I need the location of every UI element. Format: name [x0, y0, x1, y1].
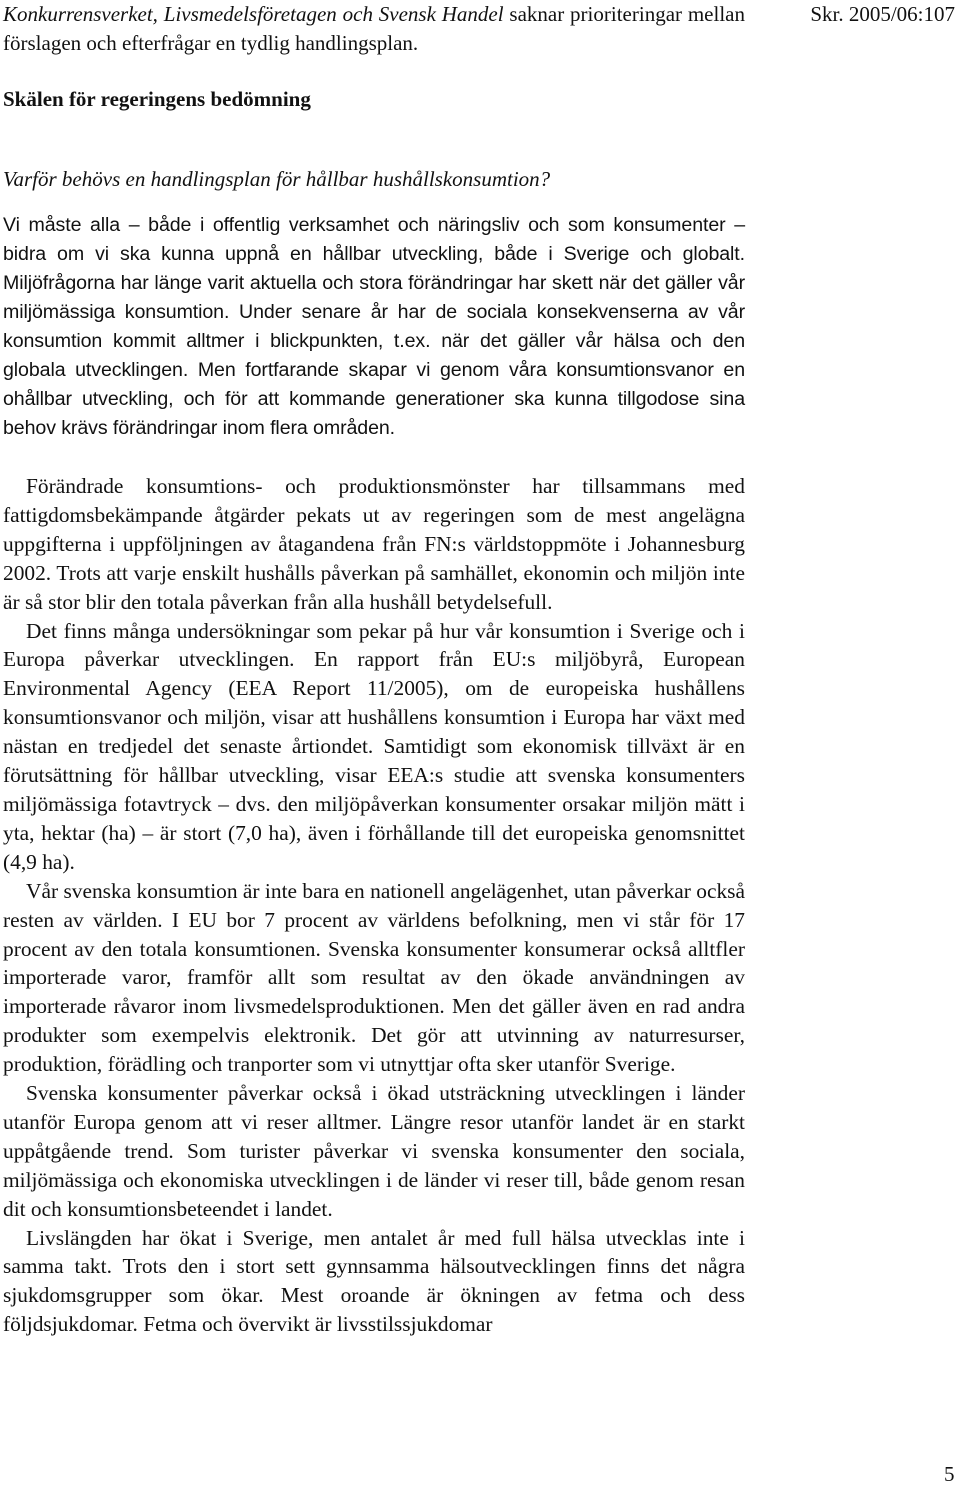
- body-paragraph-5: Svenska konsumenter påverkar också i ökad utsträckning utvecklingen i länder utanför Europa genom att vi reser alltmer. Längre resor utanför landet är en starkt uppåtgående trend. Som turister påverkar vi svenska konsumenter den sociala, miljömässiga och ekonomiska utvecklingen i de länder vi reser till, både genom resan dit och konsumtionsbeteendet i landet.: [3, 1081, 745, 1221]
- body-paragraph-4: Vår svenska konsumtion är inte bara en nationell angelägenhet, utan påverkar också resten av världen. I EU bor 7 procent av världens befolkning, men vi står för 17 procent av den totala konsumtionen. Svenska konsumenter konsumerar också alltfler importerade varor, framför allt som resultat av den ökade användningen av importerade råvaror inom livsmedelsproduktionen. Men det gäller även en rad andra produkter som exempelvis elektronik. Det gör att utvinning av naturresurser, produktion, förädling och tranporter som vi utnyttjar ofta sker utanför Sverige.: [3, 878, 745, 1077]
- intro-text: saknar prioriteringar mellan förslagen och efterfrågar en tydlig handlingsplan.: [3, 2, 745, 55]
- body-paragraph-2: Förändrade konsumtions- och produktionsmönster har tillsammans med fattigdomsbekämpande åtgärder pekats ut av regeringen som de mest angelägna uppgifterna i uppföljningen av åtagandena från FN:s världstoppmöte i Johannesburg 2002. Trots att varje enskilt hushålls påverkan på samhället, ekonomin och miljön inte är så stor blir den totala påverkan från alla hushåll betydelsefull.: [3, 474, 745, 614]
- section-heading: Skälen för regeringens bedömning: [3, 87, 311, 111]
- body-paragraph-6: Livslängden har ökat i Sverige, men antalet år med full hälsa utvecklas inte i samma takt. Trots den i stort sett gynnsamma hälsoutvecklingen finns det några sjukdomsgrupper som ökar. Mest oroande är ökningen av fetma och dess följdsjukdomar. Fetma och övervikt är livsstilssjukdomar: [3, 1225, 745, 1337]
- page-number: 5: [944, 1462, 955, 1486]
- body-text: [3, 472, 745, 1339]
- section-subheading: Varför behövs en handlingsplan för hållbar hushållskonsumtion?: [3, 167, 551, 191]
- intro-organisations: Konkurrensverket, Livsmedelsföretagen och Svensk Handel: [3, 2, 504, 26]
- body-paragraph-3: Det finns många undersökningar som pekar på hur vår konsumtion i Sverige och i Europa påverkar utvecklingen. En rapport från EU:s miljöbyrå, European Environmental Agency (EEA Report 11/2005), om de europeiska hushållens konsumtionsvanor och miljön, visar att hushållens konsumtion i Europa har växt med nästan en tredjedel det senaste årtiondet. Samtidigt som ekonomisk tillväxt är en förutsättning för hållbar utveckling, visar EEA:s studie att svenska konsumenters miljömässiga fotavtryck – dvs. den miljöpåverkan konsumenter orsakar miljön mätt i yta, hektar (ha) – är stort (7,0 ha), även i förhållande till det europeiska genomsnittet (4,9 ha).: [3, 618, 745, 874]
- document-reference: Skr. 2005/06:107: [810, 2, 955, 26]
- intro-paragraph: [3, 0, 745, 58]
- body-paragraph-1: Vi måste alla – både i offentlig verksamhet och näringsliv och som konsumenter – bidra om vi ska kunna uppnå en hållbar utveckling, både i Sverige och globalt. Miljöfrågorna har länge varit aktuella och stora förändringar har skett när det gäller vår miljömässiga konsumtion. Under senare år har de sociala konsekvenserna av vår konsumtion kommit alltmer i blickpunkten, t.ex. när det gäller vår hälsa och den globala utvecklingen. Men fortfarande skapar vi genom våra konsumtionsvanor en ohållbar utveckling, och för att kommande generationer ska kunna tillgodose sina behov krävs förändringar inom flera områden.: [3, 214, 745, 439]
